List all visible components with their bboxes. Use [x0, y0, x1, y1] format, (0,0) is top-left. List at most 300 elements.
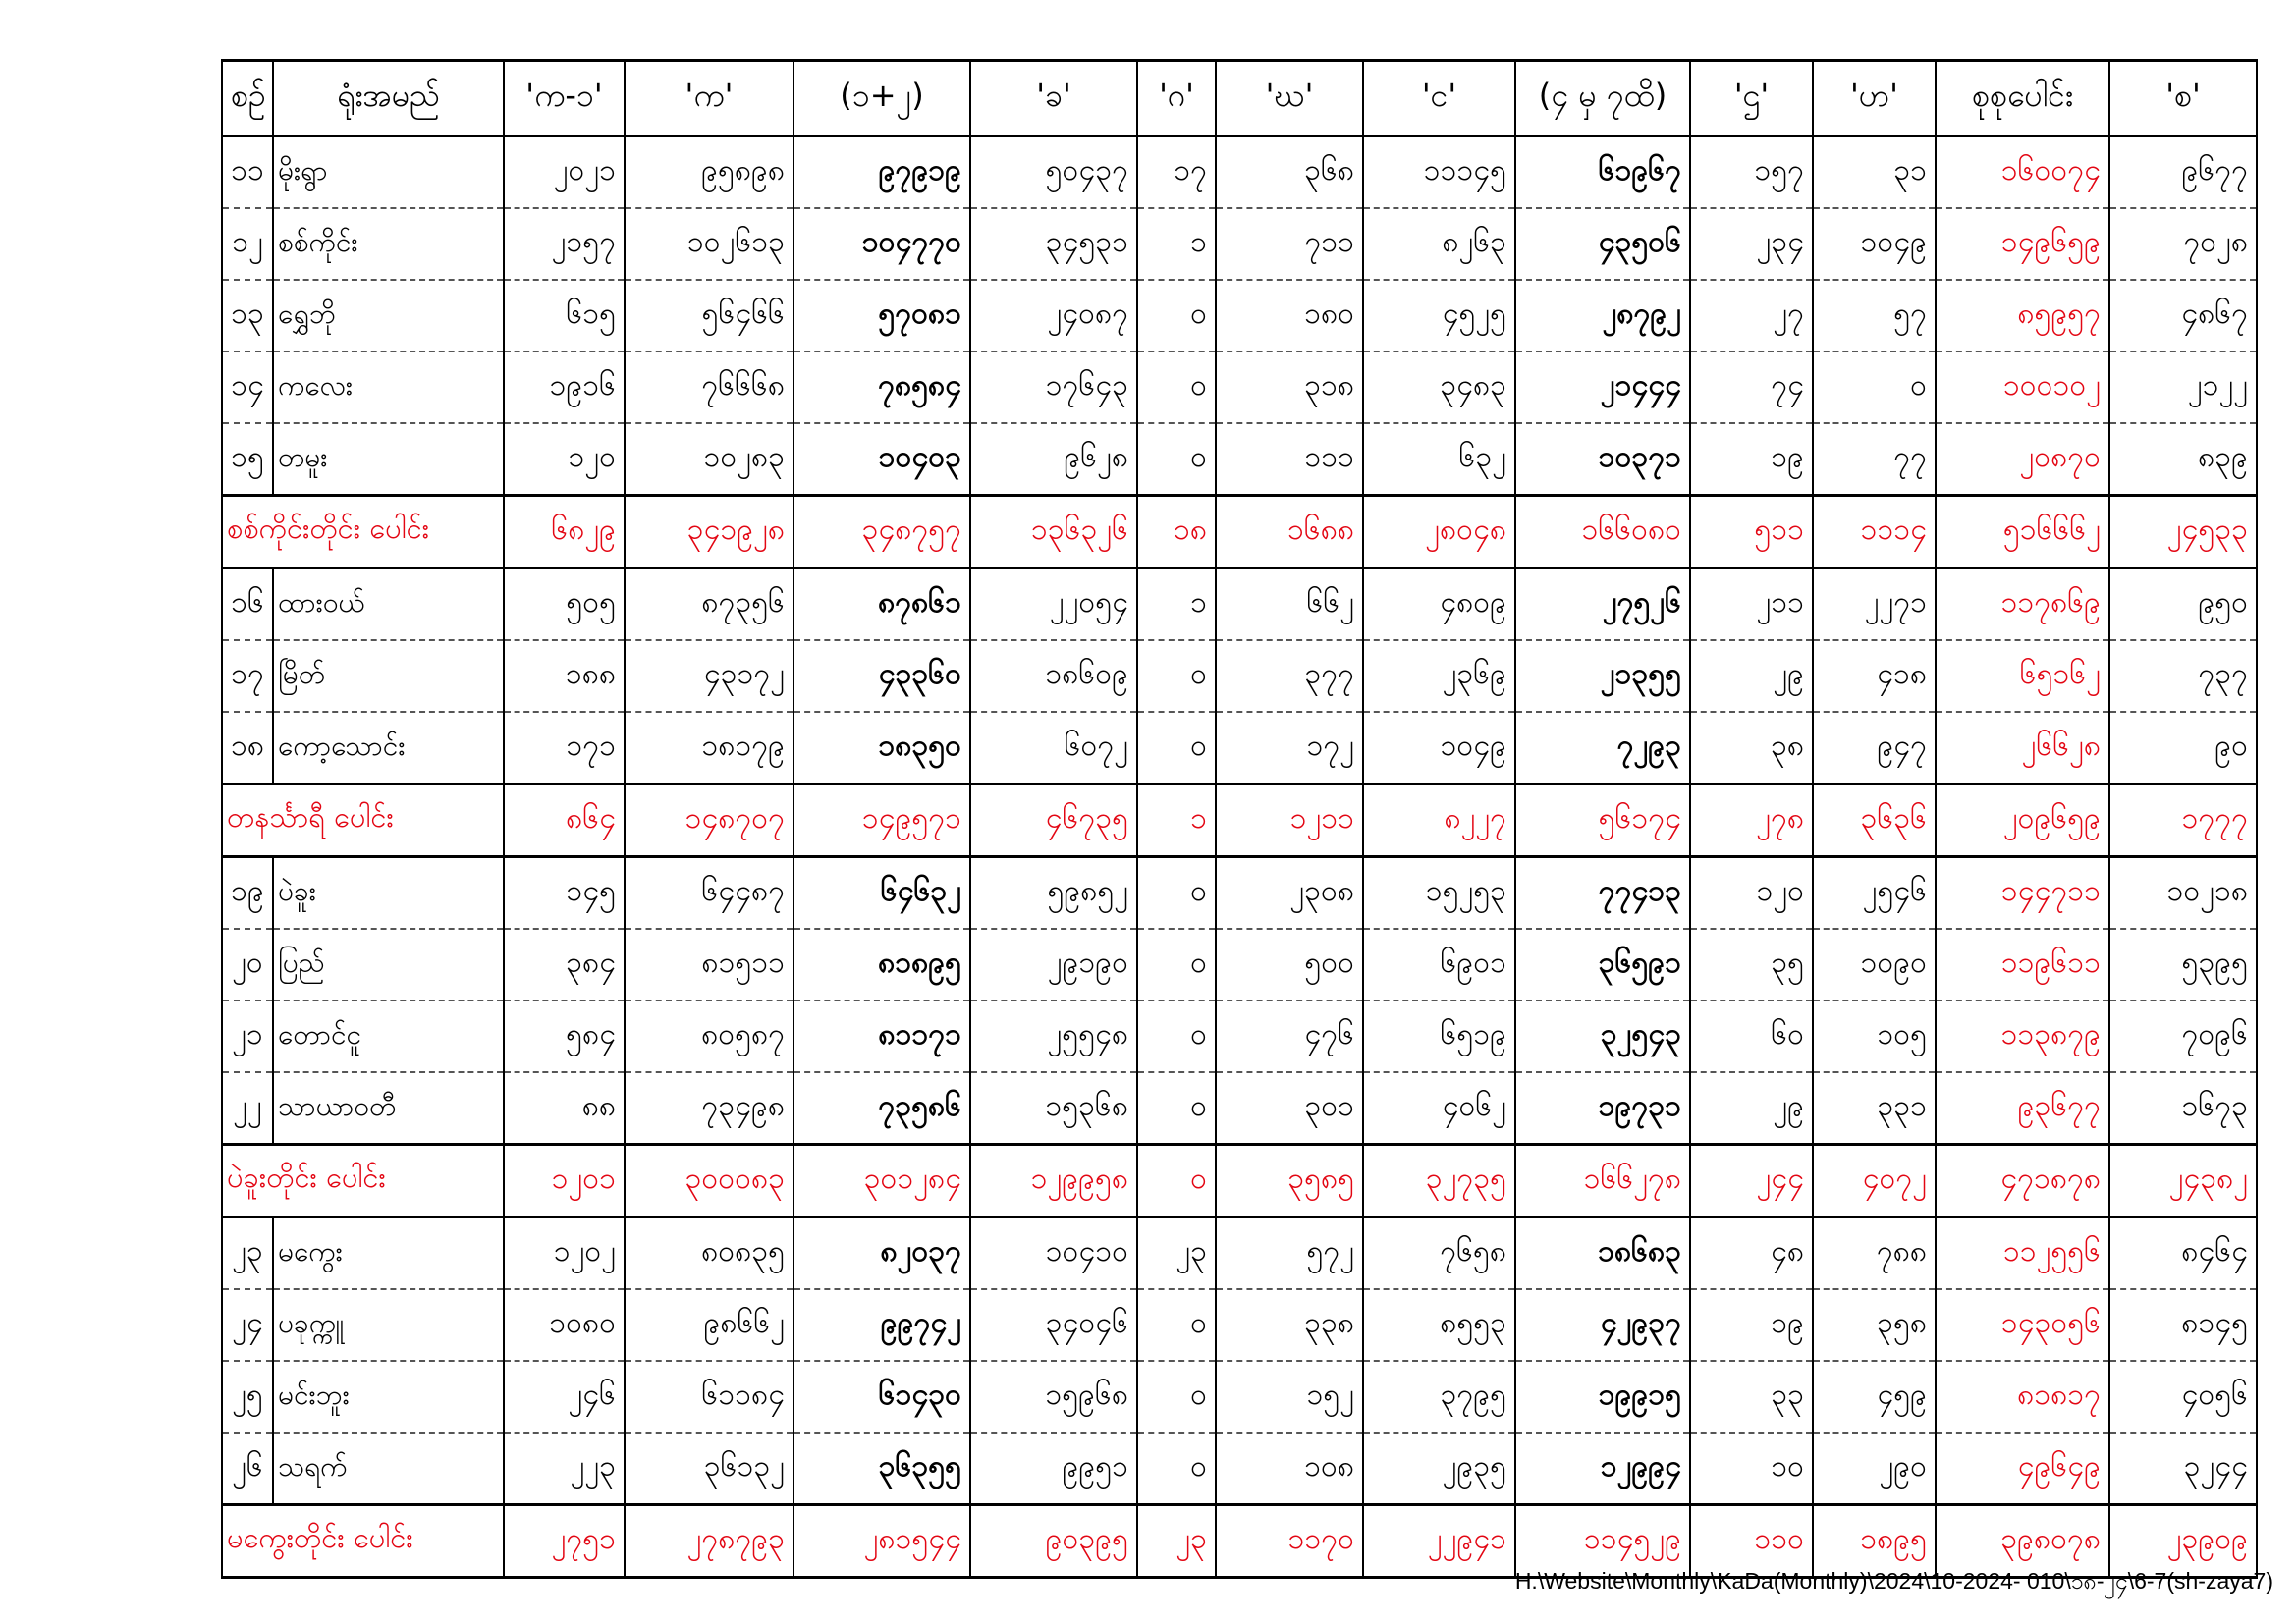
value-cell: ၂၇၅၁ — [504, 1505, 625, 1578]
serial-number-cell: ၂၆ — [222, 1433, 273, 1505]
value-cell: ၄၇၆ — [1216, 1001, 1363, 1072]
value-cell: ၂၉ — [1690, 1072, 1813, 1145]
value-cell: ၃၇၉၅ — [1363, 1361, 1515, 1433]
table-row — [222, 1361, 2257, 1433]
column-header: 'ဃ' — [1216, 61, 1363, 136]
value-cell: ၅၆၄၆၆ — [625, 280, 793, 352]
value-cell: ၁၁၉၆၁၁ — [1936, 929, 2109, 1001]
serial-number-cell: ၁၉ — [222, 857, 273, 930]
value-cell: ၈၃၉ — [2109, 423, 2257, 496]
value-cell: ၁၁၇၈၆၉ — [1936, 568, 2109, 641]
value-cell: ၄၇၁၈၇၈ — [1936, 1145, 2109, 1218]
office-name-cell: ရွှေဘို — [273, 280, 504, 352]
value-cell: ၄၃၃၆၀ — [793, 640, 970, 712]
value-cell: ၈၈ — [504, 1072, 625, 1145]
serial-number-cell: ၁၆ — [222, 568, 273, 641]
table-row — [222, 857, 2257, 930]
table-row — [222, 208, 2257, 280]
table-row — [222, 1433, 2257, 1505]
value-cell: ၂၂၇၁ — [1813, 568, 1936, 641]
value-cell: ၃၄၁၉၂၈ — [625, 496, 793, 568]
value-cell: ၂၃၉၀၉ — [2109, 1505, 2257, 1578]
value-cell: ၁၄၈၇၀၇ — [625, 785, 793, 857]
value-cell: ၁၆၆၀၈၀ — [1515, 496, 1690, 568]
file-path-footer: H:\Website\Monthly\KaDa(Monthly)\2024\10-2024- 010\၁၈-၂၄\6-7(sh-zaya7) — [1514, 1568, 2273, 1594]
value-cell: ၃၇၇ — [1216, 640, 1363, 712]
column-header: စုစုပေါင်း — [1936, 61, 2109, 136]
table-row — [222, 568, 2257, 641]
value-cell: ၂၄၄ — [1690, 1145, 1813, 1218]
office-name-cell: စစ်ကိုင်း — [273, 208, 504, 280]
office-name-cell: ထားဝယ် — [273, 568, 504, 641]
value-cell: ၀ — [1137, 929, 1216, 1001]
value-cell: ၃၃၁ — [1813, 1072, 1936, 1145]
value-cell: ၁၀ — [1690, 1433, 1813, 1505]
value-cell: ၁၇၂ — [1216, 712, 1363, 785]
value-cell: ၁၁၂၅၅၆ — [1936, 1218, 2109, 1290]
subtotal-label: စစ်ကိုင်းတိုင်း ပေါင်း — [222, 496, 504, 568]
value-cell: ၄၉၆၄၉ — [1936, 1433, 2109, 1505]
value-cell: ၉၅၈၉၈ — [625, 136, 793, 209]
value-cell: ၈၁၁၇၁ — [793, 1001, 970, 1072]
office-name-cell: မင်းဘူး — [273, 1361, 504, 1433]
value-cell: ၅၁၆၆၆၂ — [1936, 496, 2109, 568]
value-cell: ၉၄၇ — [1813, 712, 1936, 785]
value-cell: ၇၈၅၈၄ — [793, 352, 970, 423]
value-cell: ၇၀၂၈ — [2109, 208, 2257, 280]
value-cell: ၂၄၀၈၇ — [970, 280, 1137, 352]
table-body — [222, 136, 2257, 1578]
value-cell: ၅၈၄ — [504, 1001, 625, 1072]
value-cell: ၂၀၉၆၅၉ — [1936, 785, 2109, 857]
value-cell: ၅၉၈၅၂ — [970, 857, 1137, 930]
value-cell: ၁၀၀၁၀၂ — [1936, 352, 2109, 423]
value-cell: ၁၁၁ — [1216, 423, 1363, 496]
value-cell: ၈၂၆၃ — [1363, 208, 1515, 280]
serial-number-cell: ၂၅ — [222, 1361, 273, 1433]
value-cell: ၆၁၄၃၀ — [793, 1361, 970, 1433]
value-cell: ၀ — [1137, 640, 1216, 712]
value-cell: ၁၇၁ — [504, 712, 625, 785]
serial-number-cell: ၂၁ — [222, 1001, 273, 1072]
value-cell: ၁၇၆၄၃ — [970, 352, 1137, 423]
value-cell: ၁၂၉၉၅၈ — [970, 1145, 1137, 1218]
office-name-cell: ပခုက္ကူ — [273, 1289, 504, 1361]
table-row — [222, 1218, 2257, 1290]
value-cell: ၃၁၈ — [1216, 352, 1363, 423]
value-cell: ၇၂၉၃ — [1515, 712, 1690, 785]
subtotal-row — [222, 1145, 2257, 1218]
column-header: 'က' — [625, 61, 793, 136]
value-cell: ၂၁၅၇ — [504, 208, 625, 280]
office-name-cell: ကလေး — [273, 352, 504, 423]
value-cell: ၁၄၅ — [504, 857, 625, 930]
value-cell: ၁၀၉၀ — [1813, 929, 1936, 1001]
value-cell: ၆၃၂ — [1363, 423, 1515, 496]
value-cell: ၁၀၈၀ — [504, 1289, 625, 1361]
table-row — [222, 352, 2257, 423]
value-cell: ၆၁၉၆၇ — [1515, 136, 1690, 209]
value-cell: ၆၅၁၆၂ — [1936, 640, 2109, 712]
value-cell: ၂၅၅၄၈ — [970, 1001, 1137, 1072]
value-cell: ၇၄ — [1690, 352, 1813, 423]
office-name-cell: မြိတ် — [273, 640, 504, 712]
value-cell: ၁၂၀ — [504, 423, 625, 496]
value-cell: ၂၀၈၇၀ — [1936, 423, 2109, 496]
value-cell: ၁၈၆၈၃ — [1515, 1218, 1690, 1290]
value-cell: ၈၁၄၅ — [2109, 1289, 2257, 1361]
column-header: စဉ် — [222, 61, 273, 136]
table-row — [222, 423, 2257, 496]
value-cell: ၁၈၉၅ — [1813, 1505, 1936, 1578]
value-cell: ၈၇၃၅၆ — [625, 568, 793, 641]
value-cell: ၄၈ — [1690, 1218, 1813, 1290]
value-cell: ၅၀၄၃၇ — [970, 136, 1137, 209]
value-cell: ၃၈၄ — [504, 929, 625, 1001]
office-name-cell: ပဲခူး — [273, 857, 504, 930]
office-name-cell: တမူး — [273, 423, 504, 496]
value-cell: ၀ — [1137, 1289, 1216, 1361]
value-cell: ၁၀၄၇၇၀ — [793, 208, 970, 280]
office-name-cell: ကော့သောင်း — [273, 712, 504, 785]
value-cell: ၁၈၃၅၀ — [793, 712, 970, 785]
value-cell: ၇၃၅၈၆ — [793, 1072, 970, 1145]
value-cell: ၁၉ — [1690, 423, 1813, 496]
office-name-cell: မိုးရွာ — [273, 136, 504, 209]
value-cell: ၁၈၈ — [504, 640, 625, 712]
value-cell: ၃၀၁ — [1216, 1072, 1363, 1145]
value-cell: ၀ — [1137, 423, 1216, 496]
table-row — [222, 136, 2257, 209]
value-cell: ၂၃၄ — [1690, 208, 1813, 280]
column-header: 'ခ' — [970, 61, 1137, 136]
value-cell: ၃၄၅၃၁ — [970, 208, 1137, 280]
value-cell: ၅၇ — [1813, 280, 1936, 352]
value-cell: ၁၁၇၀ — [1216, 1505, 1363, 1578]
value-cell: ၆၆၂ — [1216, 568, 1363, 641]
revenue-summary-table — [221, 59, 2258, 1579]
value-cell: ၂၄၃၈၂ — [2109, 1145, 2257, 1218]
value-cell: ၄၃၅၀၆ — [1515, 208, 1690, 280]
table-row — [222, 640, 2257, 712]
value-cell: ၀ — [1137, 1361, 1216, 1433]
value-cell: ၂၄၅၃၃ — [2109, 496, 2257, 568]
value-cell: ၈၁၈၁၇ — [1936, 1361, 2109, 1433]
value-cell: ၁၀၂၆၁၃ — [625, 208, 793, 280]
value-cell: ၂၇ — [1690, 280, 1813, 352]
table-row — [222, 280, 2257, 352]
value-cell: ၀ — [1813, 352, 1936, 423]
value-cell: ၁၈ — [1137, 496, 1216, 568]
value-cell: ၂၉ — [1690, 640, 1813, 712]
value-cell: ၈၄၆၄ — [2109, 1218, 2257, 1290]
subtotal-label: မကွေးတိုင်း ပေါင်း — [222, 1505, 504, 1578]
value-cell: ၃၆၁၃၂ — [625, 1433, 793, 1505]
office-name-cell: တောင်ငူ — [273, 1001, 504, 1072]
value-cell: ၁၂၁၁ — [1216, 785, 1363, 857]
value-cell: ၄၅၂၅ — [1363, 280, 1515, 352]
value-cell: ၁၀၂၁၈ — [2109, 857, 2257, 930]
value-cell: ၁၈၆၀၉ — [970, 640, 1137, 712]
column-header: (၄ မှ ၇ထိ) — [1515, 61, 1690, 136]
value-cell: ၂၈၀၄၈ — [1363, 496, 1515, 568]
value-cell: ၁၄၃၀၅၆ — [1936, 1289, 2109, 1361]
serial-number-cell: ၂၂ — [222, 1072, 273, 1145]
value-cell: ၂၅၄၆ — [1813, 857, 1936, 930]
value-cell: ၃၆၃၅၅ — [793, 1433, 970, 1505]
serial-number-cell: ၁၃ — [222, 280, 273, 352]
header-row — [222, 61, 2257, 136]
value-cell: ၄၀၇၂ — [1813, 1145, 1936, 1218]
value-cell: ၂၀၂၁ — [504, 136, 625, 209]
value-cell: ၃၂၅၄၃ — [1515, 1001, 1690, 1072]
value-cell: ၈၁၈၉၅ — [793, 929, 970, 1001]
value-cell: ၁၇၇၇ — [2109, 785, 2257, 857]
value-cell: ၁၂၀ — [1690, 857, 1813, 930]
serial-number-cell: ၂၃ — [222, 1218, 273, 1290]
value-cell: ၃၄၈၃ — [1363, 352, 1515, 423]
value-cell: ၂၇၈၇၉၃ — [625, 1505, 793, 1578]
column-header: 'ဌ' — [1690, 61, 1813, 136]
value-cell: ၇၈၈ — [1813, 1218, 1936, 1290]
value-cell: ၁၀၄၉ — [1813, 208, 1936, 280]
value-cell: ၃၈ — [1690, 712, 1813, 785]
value-cell: ၂၁၄၄၄ — [1515, 352, 1690, 423]
office-name-cell: မကွေး — [273, 1218, 504, 1290]
value-cell: ၁၁၁၄ — [1813, 496, 1936, 568]
value-cell: ၁၅၃၆၈ — [970, 1072, 1137, 1145]
value-cell: ၂၃ — [1137, 1505, 1216, 1578]
value-cell: ၀ — [1137, 857, 1216, 930]
value-cell: ၂၂၀၅၄ — [970, 568, 1137, 641]
value-cell: ၁ — [1137, 785, 1216, 857]
value-cell: ၈၂၂၇ — [1363, 785, 1515, 857]
value-cell: ၃၀၁၂၈၄ — [793, 1145, 970, 1218]
value-cell: ၁၆၇၃ — [2109, 1072, 2257, 1145]
value-cell: ၄၁၈ — [1813, 640, 1936, 712]
subtotal-row — [222, 496, 2257, 568]
value-cell: ၁၀၄၀၃ — [793, 423, 970, 496]
value-cell: ၀ — [1137, 1072, 1216, 1145]
value-cell: ၁၇ — [1137, 136, 1216, 209]
value-cell: ၇၇ — [1813, 423, 1936, 496]
value-cell: ၀ — [1137, 712, 1216, 785]
value-cell: ၁၈၁၇၉ — [625, 712, 793, 785]
value-cell: ၄၅၉ — [1813, 1361, 1936, 1433]
value-cell: ၁၁၀ — [1690, 1505, 1813, 1578]
value-cell: ၃၄၈၇၅၇ — [793, 496, 970, 568]
value-cell: ၁၂၀၁ — [504, 1145, 625, 1218]
value-cell: ၂၉၀ — [1813, 1433, 1936, 1505]
value-cell: ၆၅၁၉ — [1363, 1001, 1515, 1072]
value-cell: ၃၂၇၃၅ — [1363, 1145, 1515, 1218]
subtotal-label: တနင်္သာရီ ပေါင်း — [222, 785, 504, 857]
column-header: 'င' — [1363, 61, 1515, 136]
value-cell: ၆၄၆၃၂ — [793, 857, 970, 930]
value-cell: ၁ — [1137, 208, 1216, 280]
value-cell: ၂၁၂၂ — [2109, 352, 2257, 423]
value-cell: ၆၁၁၈၄ — [625, 1361, 793, 1433]
value-cell: ၆၁၅ — [504, 280, 625, 352]
value-cell: ၄၂၉၃၇ — [1515, 1289, 1690, 1361]
table-row — [222, 712, 2257, 785]
value-cell: ၅၃၉၅ — [2109, 929, 2257, 1001]
value-cell: ၃၃၈ — [1216, 1289, 1363, 1361]
serial-number-cell: ၁၈ — [222, 712, 273, 785]
serial-number-cell: ၁၅ — [222, 423, 273, 496]
value-cell: ၅၀၅ — [504, 568, 625, 641]
value-cell: ၉၀၃၉၅ — [970, 1505, 1137, 1578]
value-cell: ၃၉၈၀၇၈ — [1936, 1505, 2109, 1578]
value-cell: ၂၈၁၅၄၄ — [793, 1505, 970, 1578]
value-cell: ၃၅ — [1690, 929, 1813, 1001]
serial-number-cell: ၁၂ — [222, 208, 273, 280]
value-cell: ၁၂၉၉၄ — [1515, 1433, 1690, 1505]
value-cell: ၃၆၈ — [1216, 136, 1363, 209]
column-header: 'က-၁' — [504, 61, 625, 136]
office-name-cell: ပြည် — [273, 929, 504, 1001]
value-cell: ၅၆၁၇၄ — [1515, 785, 1690, 857]
value-cell: ၉၈၆၆၂ — [625, 1289, 793, 1361]
value-cell: ၃၃ — [1690, 1361, 1813, 1433]
value-cell: ၁၁၁၄၅ — [1363, 136, 1515, 209]
value-cell: ၁၄၉၅၇၁ — [793, 785, 970, 857]
value-cell: ၁၅၂၅၃ — [1363, 857, 1515, 930]
value-cell: ၇၃၄၉၈ — [625, 1072, 793, 1145]
value-cell: ၁၃၆၃၂၆ — [970, 496, 1137, 568]
value-cell: ၄၈၆၇ — [2109, 280, 2257, 352]
serial-number-cell: ၂၀ — [222, 929, 273, 1001]
value-cell: ၉၅၀ — [2109, 568, 2257, 641]
value-cell: ၁ — [1137, 568, 1216, 641]
value-cell: ၀ — [1137, 1433, 1216, 1505]
value-cell: ၃၀၀၀၈၃ — [625, 1145, 793, 1218]
value-cell: ၄၀၆၂ — [1363, 1072, 1515, 1145]
office-name-cell: သာယာဝတီ — [273, 1072, 504, 1145]
value-cell: ၂၉၃၅ — [1363, 1433, 1515, 1505]
value-cell: ၆၀ — [1690, 1001, 1813, 1072]
value-cell: ၈၂၀၃၇ — [793, 1218, 970, 1290]
value-cell: ၁၉၁၆ — [504, 352, 625, 423]
value-cell: ၁၉၇၃၁ — [1515, 1072, 1690, 1145]
value-cell: ၆၈၂၉ — [504, 496, 625, 568]
subtotal-label: ပဲခူးတိုင်း ပေါင်း — [222, 1145, 504, 1218]
value-cell: ၉၆၂၈ — [970, 423, 1137, 496]
value-cell: ၂၁၃၅၅ — [1515, 640, 1690, 712]
value-cell: ၀ — [1137, 1145, 1216, 1218]
value-cell: ၅၇၀၈၁ — [793, 280, 970, 352]
value-cell: ၀ — [1137, 1001, 1216, 1072]
value-cell: ၇၃၇ — [2109, 640, 2257, 712]
serial-number-cell: ၁၇ — [222, 640, 273, 712]
value-cell: ၈၅၅၃ — [1363, 1289, 1515, 1361]
value-cell: ၁၄၉၆၅၉ — [1936, 208, 2109, 280]
value-cell: ၁၅၉၆၈ — [970, 1361, 1137, 1433]
value-cell: ၁၀၄၁၀ — [970, 1218, 1137, 1290]
value-cell: ၅၇၂ — [1216, 1218, 1363, 1290]
subtotal-row — [222, 785, 2257, 857]
serial-number-cell: ၂၄ — [222, 1289, 273, 1361]
value-cell: ၁၂၀၂ — [504, 1218, 625, 1290]
value-cell: ၁၀၅ — [1813, 1001, 1936, 1072]
value-cell: ၁၆၆၂၇၈ — [1515, 1145, 1690, 1218]
value-cell: ၂၄၆ — [504, 1361, 625, 1433]
value-cell: ၁၅၇ — [1690, 136, 1813, 209]
value-cell: ၁၀၈ — [1216, 1433, 1363, 1505]
value-cell: ၉၇၉၁၉ — [793, 136, 970, 209]
value-cell: ၂၃ — [1137, 1218, 1216, 1290]
serial-number-cell: ၁၁ — [222, 136, 273, 209]
value-cell: ၀ — [1137, 280, 1216, 352]
value-cell: ၃၅၈၅ — [1216, 1145, 1363, 1218]
table-row — [222, 1072, 2257, 1145]
value-cell: ၂၈၇၉၂ — [1515, 280, 1690, 352]
value-cell: ၄၀၅၆ — [2109, 1361, 2257, 1433]
column-header: 'ဂ' — [1137, 61, 1216, 136]
value-cell: ၂၆၆၂၈ — [1936, 712, 2109, 785]
value-cell: ၁၆၀၀၇၄ — [1936, 136, 2109, 209]
value-cell: ၁၀၃၇၁ — [1515, 423, 1690, 496]
value-cell: ၂၇၅၂၆ — [1515, 568, 1690, 641]
value-cell: ၆၉၀၁ — [1363, 929, 1515, 1001]
value-cell: ၀ — [1137, 352, 1216, 423]
value-cell: ၉၃၆၇၇ — [1936, 1072, 2109, 1145]
value-cell: ၆၀၇၂ — [970, 712, 1137, 785]
value-cell: ၅၀၀ — [1216, 929, 1363, 1001]
column-header: 'ဟ' — [1813, 61, 1936, 136]
value-cell: ၇၆၆၆၈ — [625, 352, 793, 423]
value-cell: ၈၅၉၅၇ — [1936, 280, 2109, 352]
value-cell: ၂၃၆၉ — [1363, 640, 1515, 712]
value-cell: ၂၃၀၈ — [1216, 857, 1363, 930]
value-cell: ၄၈၀၉ — [1363, 568, 1515, 641]
value-cell: ၂၁၁ — [1690, 568, 1813, 641]
value-cell: ၈၀၈၃၅ — [625, 1218, 793, 1290]
value-cell: ၈၁၅၁၁ — [625, 929, 793, 1001]
value-cell: ၃၂၄၄ — [2109, 1433, 2257, 1505]
value-cell: ၂၉၁၉၀ — [970, 929, 1137, 1001]
value-cell: ၃၅၈ — [1813, 1289, 1936, 1361]
table-row — [222, 929, 2257, 1001]
value-cell: ၄၃၁၇၂ — [625, 640, 793, 712]
value-cell: ၂၇၈ — [1690, 785, 1813, 857]
value-cell: ၈၇၈၆၁ — [793, 568, 970, 641]
value-cell: ၇၆၅၈ — [1363, 1218, 1515, 1290]
value-cell: ၃၆၃၆ — [1813, 785, 1936, 857]
value-cell: ၉၆၇၇ — [2109, 136, 2257, 209]
column-header: 'စ' — [2109, 61, 2257, 136]
value-cell: ၈၆၄ — [504, 785, 625, 857]
value-cell: ၇၇၄၁၃ — [1515, 857, 1690, 930]
value-cell: ၁၈၀ — [1216, 280, 1363, 352]
value-cell: ၃၁ — [1813, 136, 1936, 209]
table-row — [222, 1289, 2257, 1361]
value-cell: ၈၀၅၈၇ — [625, 1001, 793, 1072]
value-cell: ၃၄၀၄၆ — [970, 1289, 1137, 1361]
column-header: (၁+၂) — [793, 61, 970, 136]
value-cell: ၃၆၅၉၁ — [1515, 929, 1690, 1001]
value-cell: ၇၀၉၆ — [2109, 1001, 2257, 1072]
value-cell: ၂၂၃ — [504, 1433, 625, 1505]
value-cell: ၁၅၂ — [1216, 1361, 1363, 1433]
value-cell: ၁၉ — [1690, 1289, 1813, 1361]
value-cell: ၆၄၄၈၇ — [625, 857, 793, 930]
value-cell: ၉၀ — [2109, 712, 2257, 785]
value-cell: ၇၁၁ — [1216, 208, 1363, 280]
value-cell: ၁၄၄၇၁၁ — [1936, 857, 2109, 930]
column-header: ရုံးအမည် — [273, 61, 504, 136]
value-cell: ၁၆၈၈ — [1216, 496, 1363, 568]
